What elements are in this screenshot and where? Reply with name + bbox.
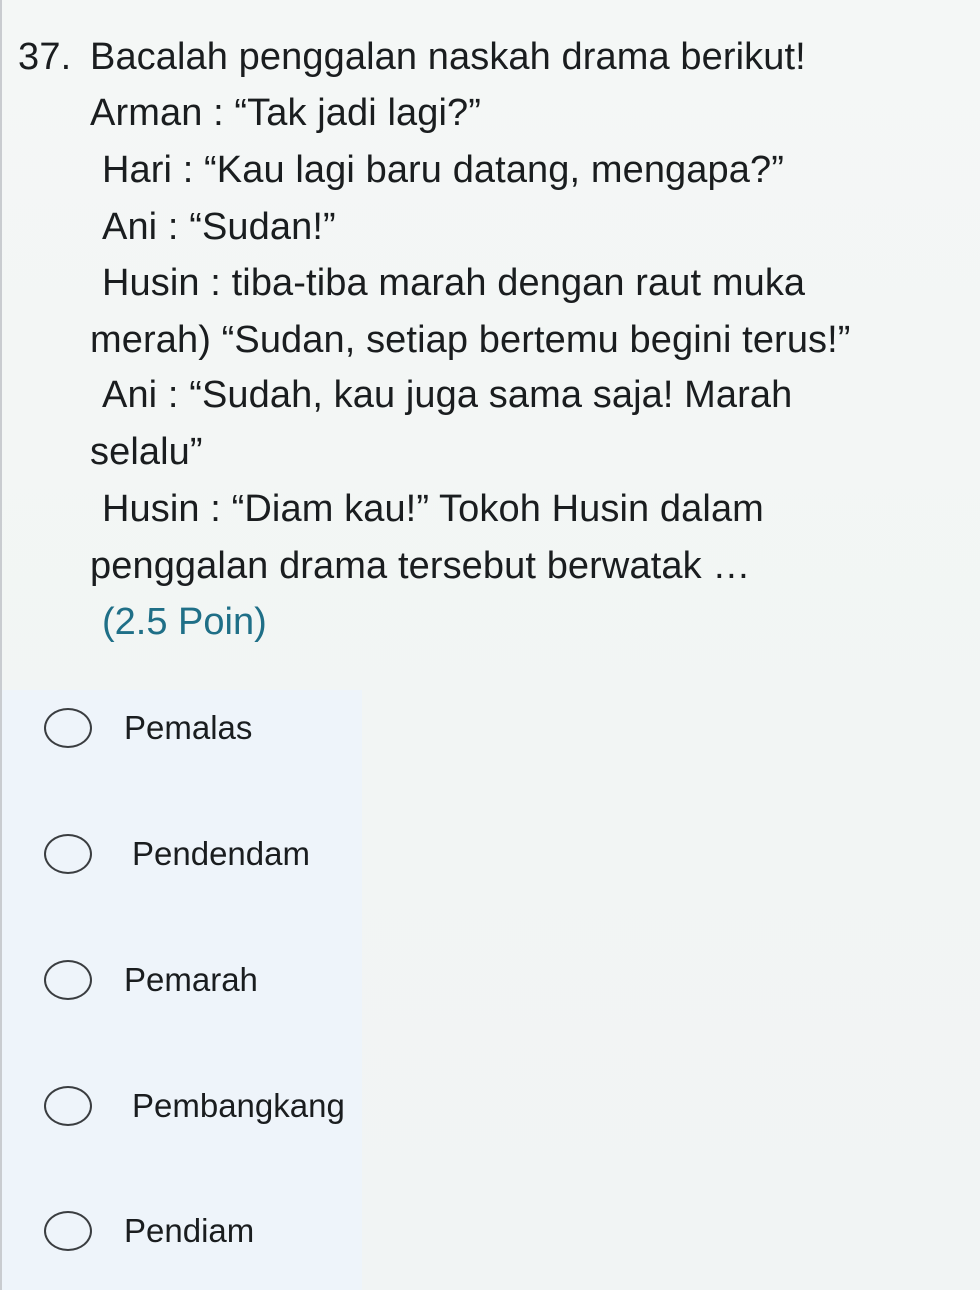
radio-button[interactable]	[44, 708, 92, 748]
question-line-10: penggalan drama tersebut berwatak …	[90, 545, 751, 587]
radio-button[interactable]	[44, 1211, 92, 1251]
question-line-2: Arman : “Tak jadi lagi?”	[90, 92, 481, 134]
question-line-5: Husin : tiba-tiba marah dengan raut muka	[102, 262, 806, 304]
question-line-6: merah) “Sudan, setiap bertemu begini terus!”	[90, 319, 851, 361]
radio-button[interactable]	[44, 834, 92, 874]
question-line-9: Husin : “Diam kau!” Tokoh Husin dalam	[102, 488, 764, 530]
option-pendiam[interactable]	[44, 1206, 254, 1256]
question-line-4: Ani : “Sudan!”	[102, 206, 336, 248]
question-line-3: Hari : “Kau lagi baru datang, mengapa?”	[102, 149, 784, 191]
points-label: (2.5 Poin)	[102, 601, 267, 643]
option-pembangkang[interactable]	[44, 1081, 345, 1131]
question-line-7: Ani : “Sudah, kau juga sama saja! Marah	[102, 374, 793, 416]
option-label: Pembangkang	[132, 1087, 345, 1124]
question-line-1: Bacalah penggalan naskah drama berikut!	[90, 36, 806, 78]
radio-button[interactable]	[44, 1086, 92, 1126]
option-label: Pemarah	[124, 961, 258, 998]
question-line-8: selalu”	[90, 431, 203, 473]
option-pemalas[interactable]	[44, 703, 252, 753]
radio-button[interactable]	[44, 960, 92, 1000]
option-label: Pemalas	[124, 709, 253, 746]
option-pemarah[interactable]	[44, 955, 258, 1005]
option-pendendam[interactable]	[44, 829, 310, 879]
option-label: Pendendam	[132, 835, 310, 872]
option-label: Pendiam	[124, 1212, 255, 1249]
question-number: 37.	[18, 36, 72, 78]
